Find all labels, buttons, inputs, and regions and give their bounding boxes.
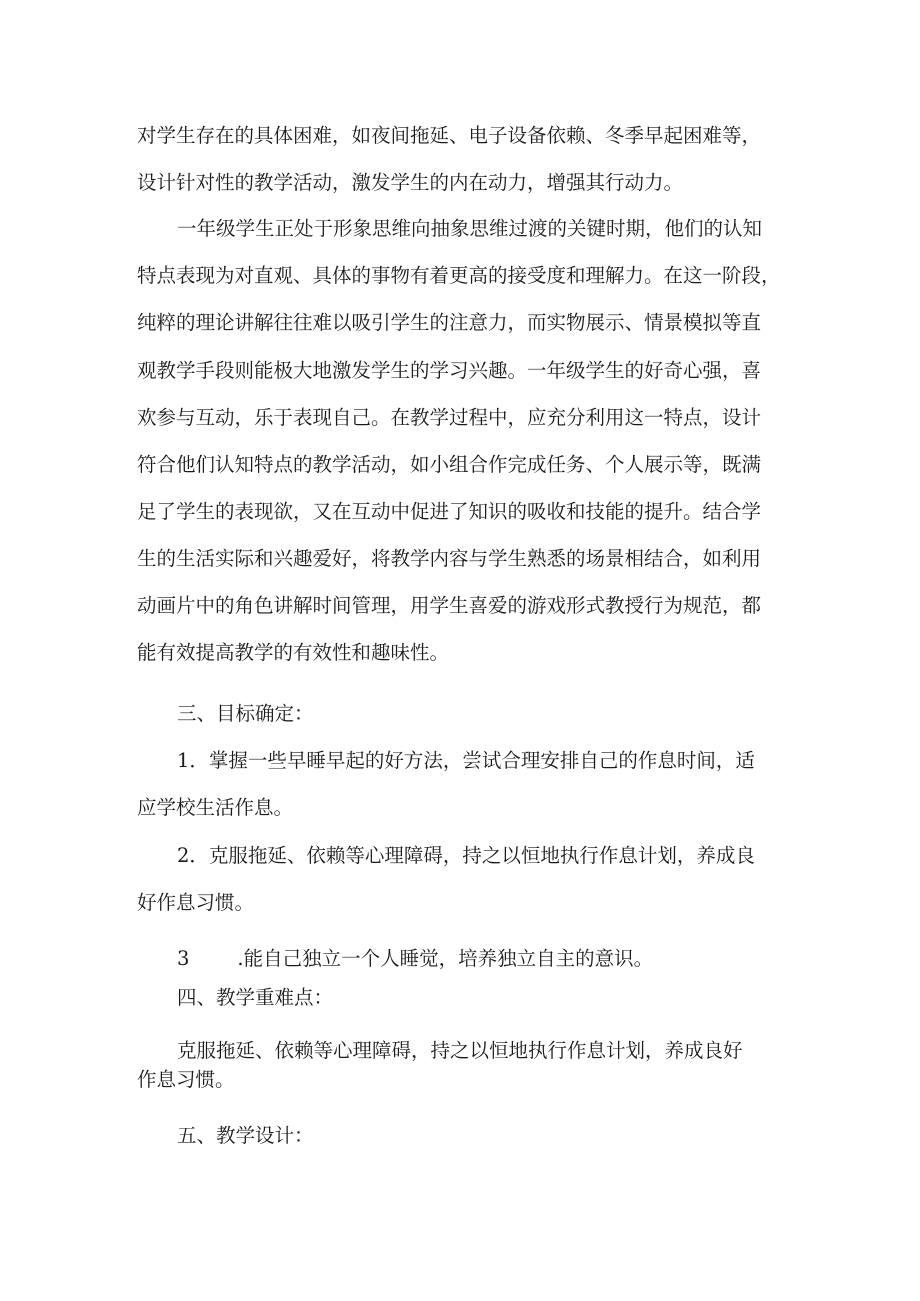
goal-2-line-1: 2．克服拖延、依赖等心理障碍，持之以恒地执行作息计划，养成良 bbox=[177, 844, 755, 867]
section-heading-goals: 三、目标确定： bbox=[177, 702, 314, 725]
paragraph-line: 特点表现为对直观、具体的事物有着更高的接受度和理解力。在这一阶段， bbox=[137, 264, 781, 287]
section-heading-teaching-design: 五、教学设计： bbox=[177, 1124, 314, 1147]
difficulty-line-2: 作息习惯。 bbox=[137, 1068, 235, 1091]
goal-3 bbox=[0, 947, 653, 971]
paragraph-line: 能有效提高教学的有效性和趣味性。 bbox=[137, 641, 450, 664]
paragraph-line: 一年级学生正处于形象思维向抽象思维过渡的关键时期，他们的认知 bbox=[177, 217, 763, 240]
section-heading-key-difficulties: 四、教学重难点： bbox=[177, 986, 334, 1009]
paragraph-line: 符合他们认知特点的教学活动，如小组合作完成任务、个人展示等，既满 bbox=[137, 453, 762, 476]
goal-3-text: .能自己独立一个人睡觉，培养独立自主的意识。 bbox=[237, 947, 654, 970]
paragraph-line: 动画片中的角色讲解时间管理，用学生喜爱的游戏形式教授行为规范，都 bbox=[137, 594, 762, 617]
paragraph-line: 纯粹的理论讲解往往难以吸引学生的注意力，而实物展示、情景模拟等直 bbox=[137, 311, 762, 334]
goal-2-line-2: 好作息习惯。 bbox=[137, 891, 255, 914]
paragraph-line: 欢参与互动，乐于表现自己。在教学过程中，应充分利用这一特点，设计 bbox=[137, 406, 762, 429]
goal-3-number: 3 bbox=[177, 947, 190, 970]
goal-1-line-2: 应学校生活作息。 bbox=[137, 796, 294, 819]
paragraph-line: 设计针对性的教学活动，激发学生的内在动力，增强其行动力。 bbox=[137, 171, 684, 194]
paragraph-line: 观教学手段则能极大地激发学生的学习兴趣。一年级学生的好奇心强，喜 bbox=[137, 359, 762, 382]
paragraph-line: 足了学生的表现欲，又在互动中促进了知识的吸收和技能的提升。结合学 bbox=[137, 500, 762, 523]
difficulty-line-1: 克服拖延、依赖等心理障碍，持之以恒地执行作息计划，养成良好 bbox=[177, 1039, 743, 1062]
goal-1-line-1: 1．掌握一些早睡早起的好方法，尝试合理安排自己的作息时间，适 bbox=[177, 749, 755, 772]
paragraph-line: 生的生活实际和兴趣爱好，将教学内容与学生熟悉的场景相结合，如利用 bbox=[137, 547, 762, 570]
paragraph-line: 对学生存在的具体困难，如夜间拖延、电子设备依赖、冬季早起困难等， bbox=[137, 124, 762, 147]
